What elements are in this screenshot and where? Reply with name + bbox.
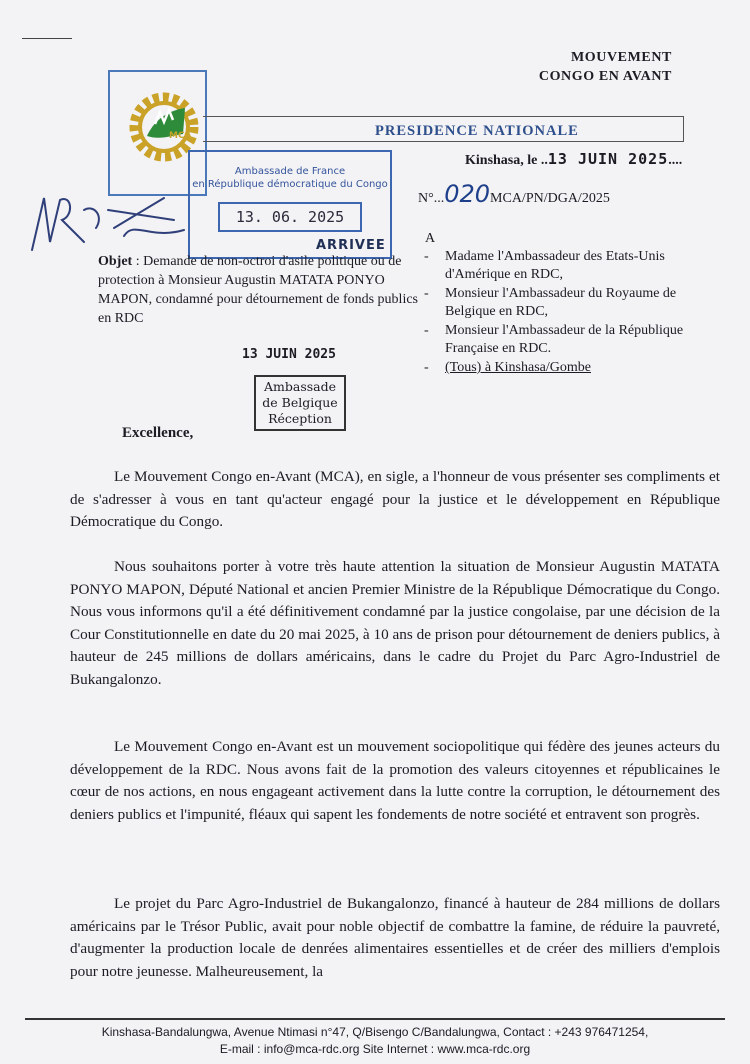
date-prefix: Kinshasa, le bbox=[465, 153, 538, 168]
body-paragraph-3: Le Mouvement Congo en-Avant est un mouvement sociopolitique qui fédère des jeunes acteurs du développement de la RDC. Nous avons fait de la promotion des valeurs citoyennes et républicaines le cœur de nos actions, en nous engageant activement dans la lutte contre la corruption, le détournement des deniers publics et l'impunité, fléaux qui sapent les fondements de notre société et entravent son progrès. bbox=[70, 738, 720, 823]
ref-prefix: N° bbox=[418, 191, 434, 206]
ref-suffix: MCA/PN/DGA/2025 bbox=[490, 191, 610, 206]
organization-name bbox=[539, 48, 672, 86]
presidence-title: PRESIDENCE NATIONALE bbox=[375, 123, 579, 139]
reference-number: N°...020MCA/PN/DGA/2025 bbox=[418, 180, 610, 208]
stamp-belgique-date: 13 JUIN 2025 bbox=[242, 347, 336, 362]
footer-email-label: E-mail : bbox=[219, 1042, 261, 1056]
stamp-belgique-line2: de Belgique bbox=[262, 395, 338, 410]
body-paragraph-4: Le projet du Parc Agro-Industriel de Bukangalonzo, financé à hauteur de 284 millions de dollars américains par le Trésor Public, avait pour noble objectif de combattre la famine, de réduire la pauvreté, d'augmenter la production locale de denrées alimentaires essentielles et de créer des milliers d'emplois pour notre jeunesse. Malheureusement, la bbox=[70, 895, 720, 980]
footer-contact-line bbox=[0, 1041, 750, 1058]
top-divider bbox=[22, 38, 72, 39]
body-paragraph-2: Nous souhaitons porter à votre très haute attention la situation de Monsieur Augustin MATATA PONYO MAPON, Député National et ancien Premier Ministre de la République Démocratique du Congo. Nous vous informons qu'il a été définitivement condamné par la justice congolaise, par une décision de la Cour Constitutionnelle en date du 20 mai 2025, à 10 ans de prison pour détournement de deniers publics, à hauteur de 245 millions de dollars américains, dans le cadre du Projet du Parc Agro-Industriel de Bukangalonzo. bbox=[70, 558, 720, 688]
recipients-location: (Tous) à Kinshasa/Gombe bbox=[445, 360, 591, 375]
footer-divider bbox=[25, 1018, 725, 1020]
recipient-item: - Monsieur l'Ambassadeur du Royaume de Belgique en RDC, bbox=[424, 285, 684, 321]
stamp-france-line1: Ambassade de France bbox=[234, 166, 346, 177]
body-paragraph-1: Le Mouvement Congo en-Avant (MCA), en sigle, a l'honneur de vous présenter ses compliments et de s'adresser à vous en tant qu'acteur engagé pour la justice et le développement en République Démocratique du Congo. bbox=[70, 468, 720, 531]
stamp-france-date: 13. 06. 2025 bbox=[218, 202, 362, 232]
ref-handwritten-number: 020 bbox=[444, 180, 491, 208]
stamp-belgique-line1: Ambassade bbox=[263, 379, 336, 394]
footer bbox=[0, 1024, 750, 1058]
recipient-item: - Monsieur l'Ambassadeur de la République Française en RDC. bbox=[424, 322, 684, 358]
date-stamp: 13 JUIN 2025 bbox=[547, 150, 669, 168]
recipients-list bbox=[424, 248, 684, 378]
stamp-ambassade-belgique bbox=[254, 375, 346, 431]
recipients-prefix: A bbox=[425, 231, 436, 246]
footer-address: Kinshasa-Bandalungwa, Avenue Ntimasi n°47, Q/Bisengo C/Bandalungwa, Contact : +243 976471254, bbox=[101, 1025, 649, 1039]
recipient-item: - Madame l'Ambassadeur des Etats-Unis d'Amérique en RDC, bbox=[424, 248, 684, 284]
recipients-location-row bbox=[424, 359, 684, 377]
footer-email-link[interactable]: info@mca-rdc.org bbox=[263, 1042, 360, 1056]
logo-text: MCA bbox=[169, 131, 192, 141]
org-line-2: CONGO EN AVANT bbox=[538, 69, 672, 84]
stamp-france-line2: en République démocratique du Congo bbox=[192, 179, 388, 190]
subject-label: Objet bbox=[98, 254, 133, 269]
subject-text: : Demande de non-octroi d'asile politique ou de protection à Monsieur Augustin MATATA PONYO MAPON, condamné pour détournement de fonds publics en RDC bbox=[98, 254, 418, 326]
subject-block bbox=[98, 252, 418, 328]
footer-site-label: Site Internet : bbox=[362, 1042, 435, 1056]
stamp-belgique-line3: Réception bbox=[268, 411, 332, 426]
signature bbox=[24, 180, 194, 260]
org-line-1: MOUVEMENT bbox=[570, 50, 672, 65]
stamp-ambassade-france bbox=[188, 150, 392, 259]
greeting: Excellence, bbox=[122, 425, 194, 441]
letter-date: Kinshasa, le ..13 JUIN 2025.... bbox=[465, 150, 683, 168]
stamp-france-status: ARRIVEE bbox=[316, 238, 386, 253]
footer-site-link[interactable]: www.mca-rdc.org bbox=[437, 1042, 531, 1056]
